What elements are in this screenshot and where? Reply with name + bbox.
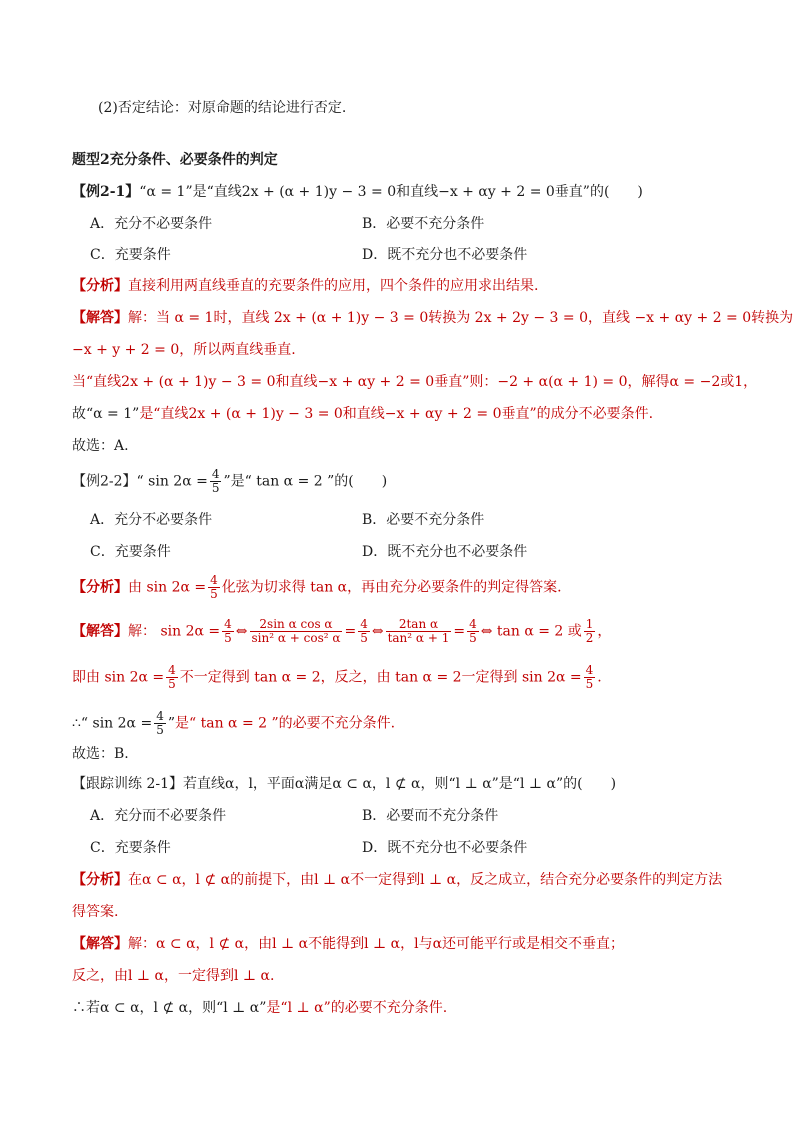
solution-tag: 【解答】 — [72, 936, 128, 952]
fraction-denominator: 5 — [360, 631, 368, 645]
tracking-exercise-stem — [72, 774, 616, 794]
example-2-2-stem — [72, 468, 387, 495]
option-c: C．充要条件 — [90, 544, 171, 560]
solution-rest: 是“l ⊥ α”的必要不充分条件. — [266, 1000, 448, 1016]
fraction — [358, 618, 370, 645]
solution-part: ⇔ tan α = 2 或 — [480, 623, 582, 640]
analysis-part: 由 sin 2α = — [128, 579, 207, 596]
solution-line-2: 反之，由l ⊥ α，一定得到l ⊥ α. — [72, 968, 275, 984]
fraction-denominator: 2 — [585, 631, 594, 645]
solution-part: = — [344, 623, 357, 640]
solution-part: ， — [597, 623, 612, 640]
fraction-numerator: 2tan α — [386, 618, 452, 632]
solution-part: . — [597, 669, 602, 686]
solution-line-1 — [72, 308, 793, 328]
solution-line-1 — [72, 934, 624, 954]
answer-line: 故选：A. — [72, 438, 129, 454]
fraction-denominator: tan² α + 1 — [387, 631, 450, 645]
section-title: 题型2充分条件、必要条件的判定 — [72, 152, 278, 168]
solution-part: 不一定得到 tan α = 2，反之，由 tan α = 2一定得到 sin 2α = — [179, 669, 582, 686]
analysis-line-2: 得答案. — [72, 904, 119, 920]
fraction-denominator: 5 — [224, 631, 232, 645]
solution-part: ⇔ — [235, 623, 248, 640]
analysis-tag: 【分析】 — [72, 579, 128, 596]
fraction-denominator: 5 — [585, 677, 594, 691]
stem-part: ”是“ tan α = 2 ”的( ) — [223, 473, 388, 490]
fraction — [222, 618, 234, 645]
option-c: C．充要条件 — [90, 840, 171, 856]
fraction-numerator: 4 — [224, 617, 232, 631]
solution-line-1 — [72, 618, 611, 645]
solution-line-3: 当“直线2x + (α + 1)y − 3 = 0和直线−x + αy + 2 = 0垂直”则：−2 + α(α + 1) = 0，解得α = −2或1， — [72, 374, 758, 390]
solution-part: 解： sin 2α = — [128, 623, 221, 640]
stem-part: “ sin 2α = — [136, 473, 208, 490]
analysis-text: 在α ⊂ α，l ⊄ α的前提下，由l ⊥ α不一定得到l ⊥ α，反之成立，结合充分必要条件的判定方法 — [128, 872, 723, 888]
solution-text: 解：α ⊂ α，l ⊄ α，由l ⊥ α不能得到l ⊥ α，l与α还可能平行或是相交不垂直； — [128, 936, 625, 952]
fraction-numerator: 4 — [360, 617, 368, 631]
fraction-denominator: 5 — [469, 631, 477, 645]
option-b: B．必要不充分条件 — [362, 512, 485, 528]
solution-part: ” — [167, 715, 175, 732]
fraction — [166, 664, 178, 691]
option-d: D．既不充分也不必要条件 — [362, 544, 528, 560]
solution-tag: 【解答】 — [72, 623, 128, 640]
fraction — [467, 618, 479, 645]
fraction-numerator: 2sin α cos α — [250, 618, 343, 632]
solution-line-4 — [72, 404, 653, 424]
solution-part: ⇔ — [371, 623, 384, 640]
fraction-denominator: 5 — [211, 481, 220, 495]
fraction — [154, 710, 166, 737]
fraction-numerator: 4 — [469, 617, 477, 631]
example-tag: 【跟踪训练 2-1】 — [72, 776, 183, 792]
fraction — [208, 574, 220, 601]
option-b: B．必要而不充分条件 — [362, 808, 499, 824]
fraction-numerator: 1 — [585, 617, 594, 631]
solution-line-2: −x + y + 2 = 0，所以两直线垂直. — [72, 342, 296, 358]
analysis-block — [72, 276, 538, 296]
fraction-numerator: 4 — [585, 663, 594, 677]
negate-conclusion-text: (2)否定结论：对原命题的结论进行否定. — [98, 100, 347, 116]
fraction — [386, 618, 452, 645]
fraction-denominator: 5 — [156, 723, 164, 737]
solution-tag: 【解答】 — [72, 310, 128, 326]
example-tag: 【例2-2】 — [72, 473, 137, 490]
analysis-line-1 — [72, 870, 722, 890]
analysis-text: 直接利用两直线垂直的充要条件的应用，四个条件的应用求出结果. — [128, 278, 539, 294]
fraction — [584, 664, 596, 691]
analysis-block — [72, 574, 562, 601]
fraction-numerator: 4 — [168, 663, 176, 677]
example-tag: 【例2-1】 — [72, 184, 140, 200]
option-d: D．既不充分也不必要条件 — [362, 247, 528, 263]
solution-prefix: ∴若α ⊂ α，l ⊄ α，则“l ⊥ α” — [72, 1000, 267, 1016]
option-a: A．充分而不必要条件 — [90, 808, 227, 824]
example-2-1-stem — [72, 182, 643, 202]
option-c: C．充要条件 — [90, 247, 171, 263]
solution-line-3 — [72, 998, 447, 1018]
example-stem: 若直线α，l，平面α满足α ⊂ α，l ⊄ α，则“l ⊥ α”是“l ⊥ α”的( ) — [183, 776, 617, 792]
solution-prefix: 故“α = 1” — [72, 406, 140, 422]
analysis-tag: 【分析】 — [72, 872, 128, 888]
fraction — [250, 618, 343, 645]
fraction-numerator: 4 — [210, 573, 218, 587]
option-a: A．充分不必要条件 — [90, 512, 213, 528]
fraction-numerator: 4 — [211, 467, 220, 481]
option-d: D．既不充分也不必要条件 — [362, 840, 528, 856]
analysis-part: 化弦为切求得 tan α，再由充分必要条件的判定得答案. — [221, 579, 562, 596]
fraction-denominator: sin² α + cos² α — [251, 631, 341, 645]
analysis-tag: 【分析】 — [72, 278, 128, 294]
answer-line: 故选：B. — [72, 746, 129, 762]
solution-part: 即由 sin 2α = — [72, 669, 165, 686]
fraction-denominator: 5 — [210, 587, 218, 601]
fraction-denominator: 5 — [168, 677, 176, 691]
solution-rest: 是“直线2x + (α + 1)y − 3 = 0和直线−x + αy + 2 = 0垂直”的成分不必要条件. — [139, 406, 654, 422]
solution-line-3 — [72, 710, 395, 737]
option-a: A．充分不必要条件 — [90, 216, 213, 232]
example-stem: “α = 1”是“直线2x + (α + 1)y − 3 = 0和直线−x + αy + 2 = 0垂直”的( ) — [139, 184, 643, 200]
solution-text: 解：当 α = 1时，直线 2x + (α + 1)y − 3 = 0转换为 2x + 2y − 3 = 0，直线 −x + αy + 2 = 0转换为 — [128, 310, 794, 326]
fraction — [210, 468, 222, 495]
fraction — [584, 618, 596, 645]
solution-line-2 — [72, 664, 602, 691]
option-b: B．必要不充分条件 — [362, 216, 485, 232]
fraction-numerator: 4 — [156, 709, 164, 723]
solution-part: ∴“ sin 2α = — [72, 715, 153, 732]
solution-part: 是“ tan α = 2 ”的必要不充分条件. — [175, 715, 396, 732]
solution-part: = — [453, 623, 466, 640]
